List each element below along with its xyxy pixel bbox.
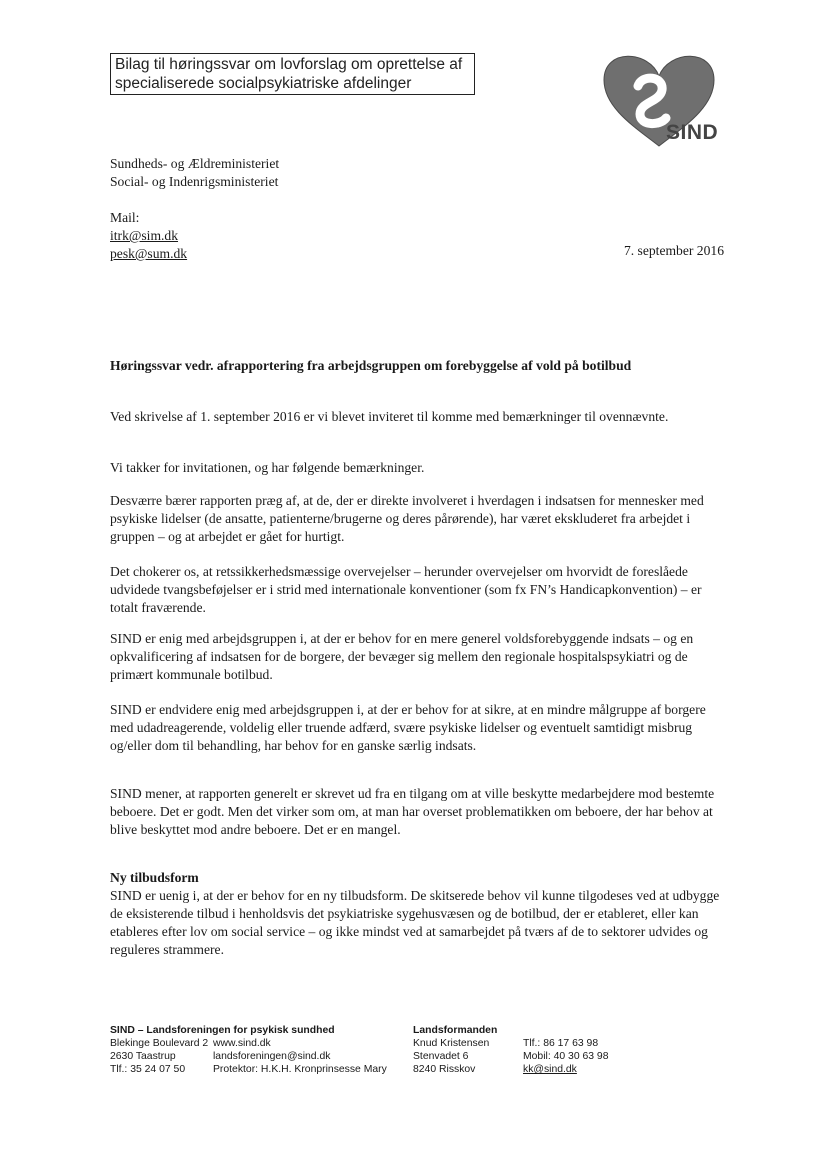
footer-chair-city: 8240 Risskov xyxy=(413,1064,476,1075)
section-heading: Ny tilbudsform xyxy=(110,870,199,885)
footer-web[interactable]: www.sind.dk xyxy=(213,1038,271,1049)
paragraph-6 xyxy=(110,701,724,755)
paragraph-1 xyxy=(110,408,724,426)
recipient-block xyxy=(110,155,279,191)
footer-org-name: SIND – Landsforeningen for psykisk sundhed xyxy=(110,1025,335,1036)
footer-chair-mobile: Mobil: 40 30 63 98 xyxy=(523,1051,609,1062)
paragraph-5 xyxy=(110,630,724,684)
sind-logo-text: SIND xyxy=(666,121,719,144)
mail-label: Mail: xyxy=(110,210,140,225)
letter-date: 7. september 2016 xyxy=(623,243,724,258)
footer-chair-contact xyxy=(523,1037,609,1076)
paragraph-text: SIND er enig med arbejdsgruppen i, at der er behov for en mere generel voldsforebyggende indsats – og en opkvalificering af indsatsen for de borgere, der bevæger sig mellem den regionale hospitalspsykiatri og de primært kommunale botilbud. xyxy=(110,631,694,682)
paragraph-text: SIND er endvidere enig med arbejdsgruppen i, at der er behov for at sikre, at en mindre målgruppe af borgere med udadreagerende, voldelig eller truende adfærd, svære psykiske lidelser og eventuelt samtidigt misbrug og/eller dom til behandling, har behov for en ganske særlig indsats. xyxy=(110,702,706,753)
footer-phone: Tlf.: 35 24 07 50 xyxy=(110,1064,186,1075)
paragraph-text: Desværre bærer rapporten præg af, at de, der er direkte involveret i hverdagen i indsatsen for mennesker med psykiske lidelser (de ansatte, patienterne/brugerne og deres pårørende), har været ekskluderet fra arbejdet i gruppen – og at arbejdet er gået for hurtigt. xyxy=(110,493,704,544)
paragraph-2 xyxy=(110,459,724,477)
footer-chair-phone: Tlf.: 86 17 63 98 xyxy=(523,1038,599,1049)
paragraph-text: SIND mener, at rapporten generelt er skrevet ud fra en tilgang om at ville beskytte medarbejdere mod bestemte beboere. Det er godt. Men det virker som om, at man har overset problematikken om beboere, der har behov at blive beskyttet mod andre beboere. Det er en mangel. xyxy=(110,786,715,837)
letter-subject: Høringssvar vedr. afrapportering fra arbejdsgruppen om forebyggelse af vold på botilbud xyxy=(110,358,632,373)
footer-org xyxy=(110,1024,335,1037)
paragraph-text: Vi takker for invitationen, og har følgende bemærkninger. xyxy=(110,460,425,475)
email-link-2[interactable]: pesk@sum.dk xyxy=(110,246,188,261)
email-link-1[interactable]: itrk@sim.dk xyxy=(110,228,179,243)
footer-address xyxy=(110,1037,208,1076)
footer-chair-street: Stenvadet 6 xyxy=(413,1051,469,1062)
paragraph-4 xyxy=(110,563,724,617)
attachment-title-box xyxy=(110,53,475,95)
footer-chair-email[interactable]: kk@sind.dk xyxy=(523,1064,577,1075)
paragraph-7 xyxy=(110,785,724,839)
attachment-title-line2: specialiserede socialpsykiatriske afdelinger xyxy=(115,75,412,92)
footer-org-email[interactable]: landsforeningen@sind.dk xyxy=(213,1051,331,1062)
footer-address1: Blekinge Boulevard 2 xyxy=(110,1038,209,1049)
section-body: SIND er uenig i, at der er behov for en ny tilbudsform. De skitserede behov vil kunne tilgodeses ved at udbygge de eksisterende tilbud i henholdsvis det psykiatriske sygehusvæsen og de botilbud, der er etableret, eller kan etableres efter lov om social service – og ikke mindst ved at samarbejdet på tværs af de to sektorer udvides og reguleres strammere. xyxy=(110,888,720,957)
section-new-offer xyxy=(110,869,724,959)
paragraph-text: Ved skrivelse af 1. september 2016 er vi blevet inviteret til komme med bemærkninger til ovennævnte. xyxy=(110,409,669,424)
paragraph-3 xyxy=(110,492,724,546)
footer-chair-title: Landsformanden xyxy=(413,1025,498,1036)
footer-chair xyxy=(413,1024,497,1076)
footer-patron: Protektor: H.K.H. Kronprinsesse Mary xyxy=(213,1064,387,1075)
mail-block xyxy=(110,209,187,263)
paragraph-text: Det chokerer os, at retssikkerhedsmæssige overvejelser – herunder overvejelser om hvorvidt de foreslåede udvidede tvangsbeføjelser er i strid med internationale konventioner (som fx FN’s Handicapkonvention) – er totalt fraværende. xyxy=(110,564,702,615)
footer-address2: 2630 Taastrup xyxy=(110,1051,176,1062)
footer-contact xyxy=(213,1037,387,1076)
attachment-title-line1: Bilag til høringssvar om lovforslag om oprettelse af xyxy=(115,56,463,73)
recipient-line2: Social- og Indenrigsministeriet xyxy=(110,174,279,189)
recipient-line1: Sundheds- og Ældreministeriet xyxy=(110,156,280,171)
footer-chair-name: Knud Kristensen xyxy=(413,1038,490,1049)
